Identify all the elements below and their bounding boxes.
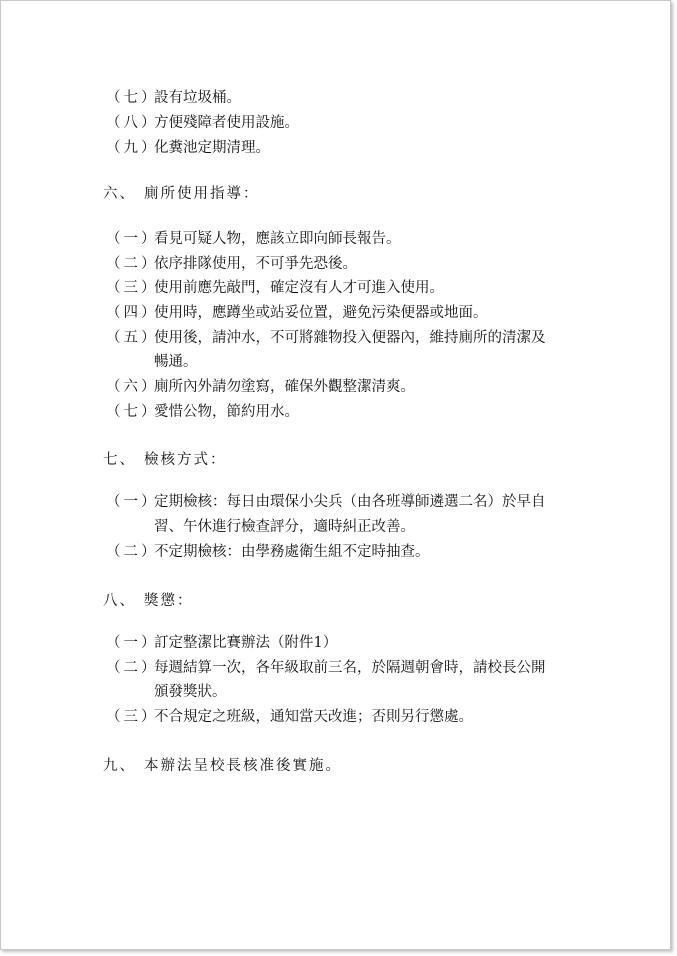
section-number: 九、 xyxy=(103,758,136,774)
item-text: 使用前應先敲門，確定沒有人才可進入使用。 xyxy=(154,280,444,296)
item-number: （一） xyxy=(106,635,159,651)
item-text: 廁所內外請勿塗寫，確保外觀整潔清爽。 xyxy=(154,379,415,395)
item-number: （二） xyxy=(106,544,159,560)
item-text: 不合規定之班級，通知當天改進；否則另行懲處。 xyxy=(154,709,473,725)
section-title: 本辦法呈校長核准後實施。 xyxy=(144,758,342,774)
item-number: （二） xyxy=(106,256,159,272)
item-text: 化糞池定期清理。 xyxy=(154,140,270,156)
section-number: 七、 xyxy=(103,452,136,468)
item-number: （八） xyxy=(106,115,159,131)
item-text: 設有垃圾桶。 xyxy=(154,90,241,106)
item-text: 依序排隊使用，不可爭先恐後。 xyxy=(154,256,357,272)
section-title: 檢核方式： xyxy=(144,452,227,468)
item-text: 習、午休進行檢查評分，適時糾正改善。 xyxy=(154,519,415,535)
section-number: 六、 xyxy=(103,186,136,202)
item-text: 使用時，應蹲坐或站妥位置，避免污染便器或地面。 xyxy=(154,305,488,321)
item-number: （九） xyxy=(106,140,159,156)
item-number: （七） xyxy=(106,90,159,106)
item-text: 不定期檢核：由學務處衛生組不定時抽查。 xyxy=(154,544,430,560)
item-number: （六） xyxy=(106,379,159,395)
item-text: 愛惜公物，節約用水。 xyxy=(154,404,299,420)
item-number: （一） xyxy=(106,231,159,247)
item-text: 頒發獎狀。 xyxy=(154,684,227,700)
item-number: （三） xyxy=(106,709,159,725)
section-title: 廁所使用指導： xyxy=(144,186,260,202)
item-text: 暢通。 xyxy=(154,354,198,370)
item-number: （一） xyxy=(106,494,159,510)
item-text: 看見可疑人物，應該立即向師長報告。 xyxy=(154,231,401,247)
item-number: （四） xyxy=(106,305,159,321)
item-text: 定期檢核：每日由環保小尖兵（由各班導師遴選二名）於早自 xyxy=(154,494,546,510)
section-title: 獎懲： xyxy=(144,593,194,609)
item-number: （二） xyxy=(106,660,159,676)
item-text: 每週結算一次，各年級取前三名，於隔週朝會時，請校長公開 xyxy=(154,660,546,676)
section-number: 八、 xyxy=(103,593,136,609)
item-number: （七） xyxy=(106,404,159,420)
item-text: 方便殘障者使用設施。 xyxy=(154,115,299,131)
item-number: （三） xyxy=(106,280,159,296)
item-number: （五） xyxy=(106,330,159,346)
item-text: 訂定整潔比賽辦法（附件1） xyxy=(154,635,338,651)
item-text: 使用後，請沖水，不可將雜物投入便器內，維持廁所的清潔及 xyxy=(154,330,546,346)
